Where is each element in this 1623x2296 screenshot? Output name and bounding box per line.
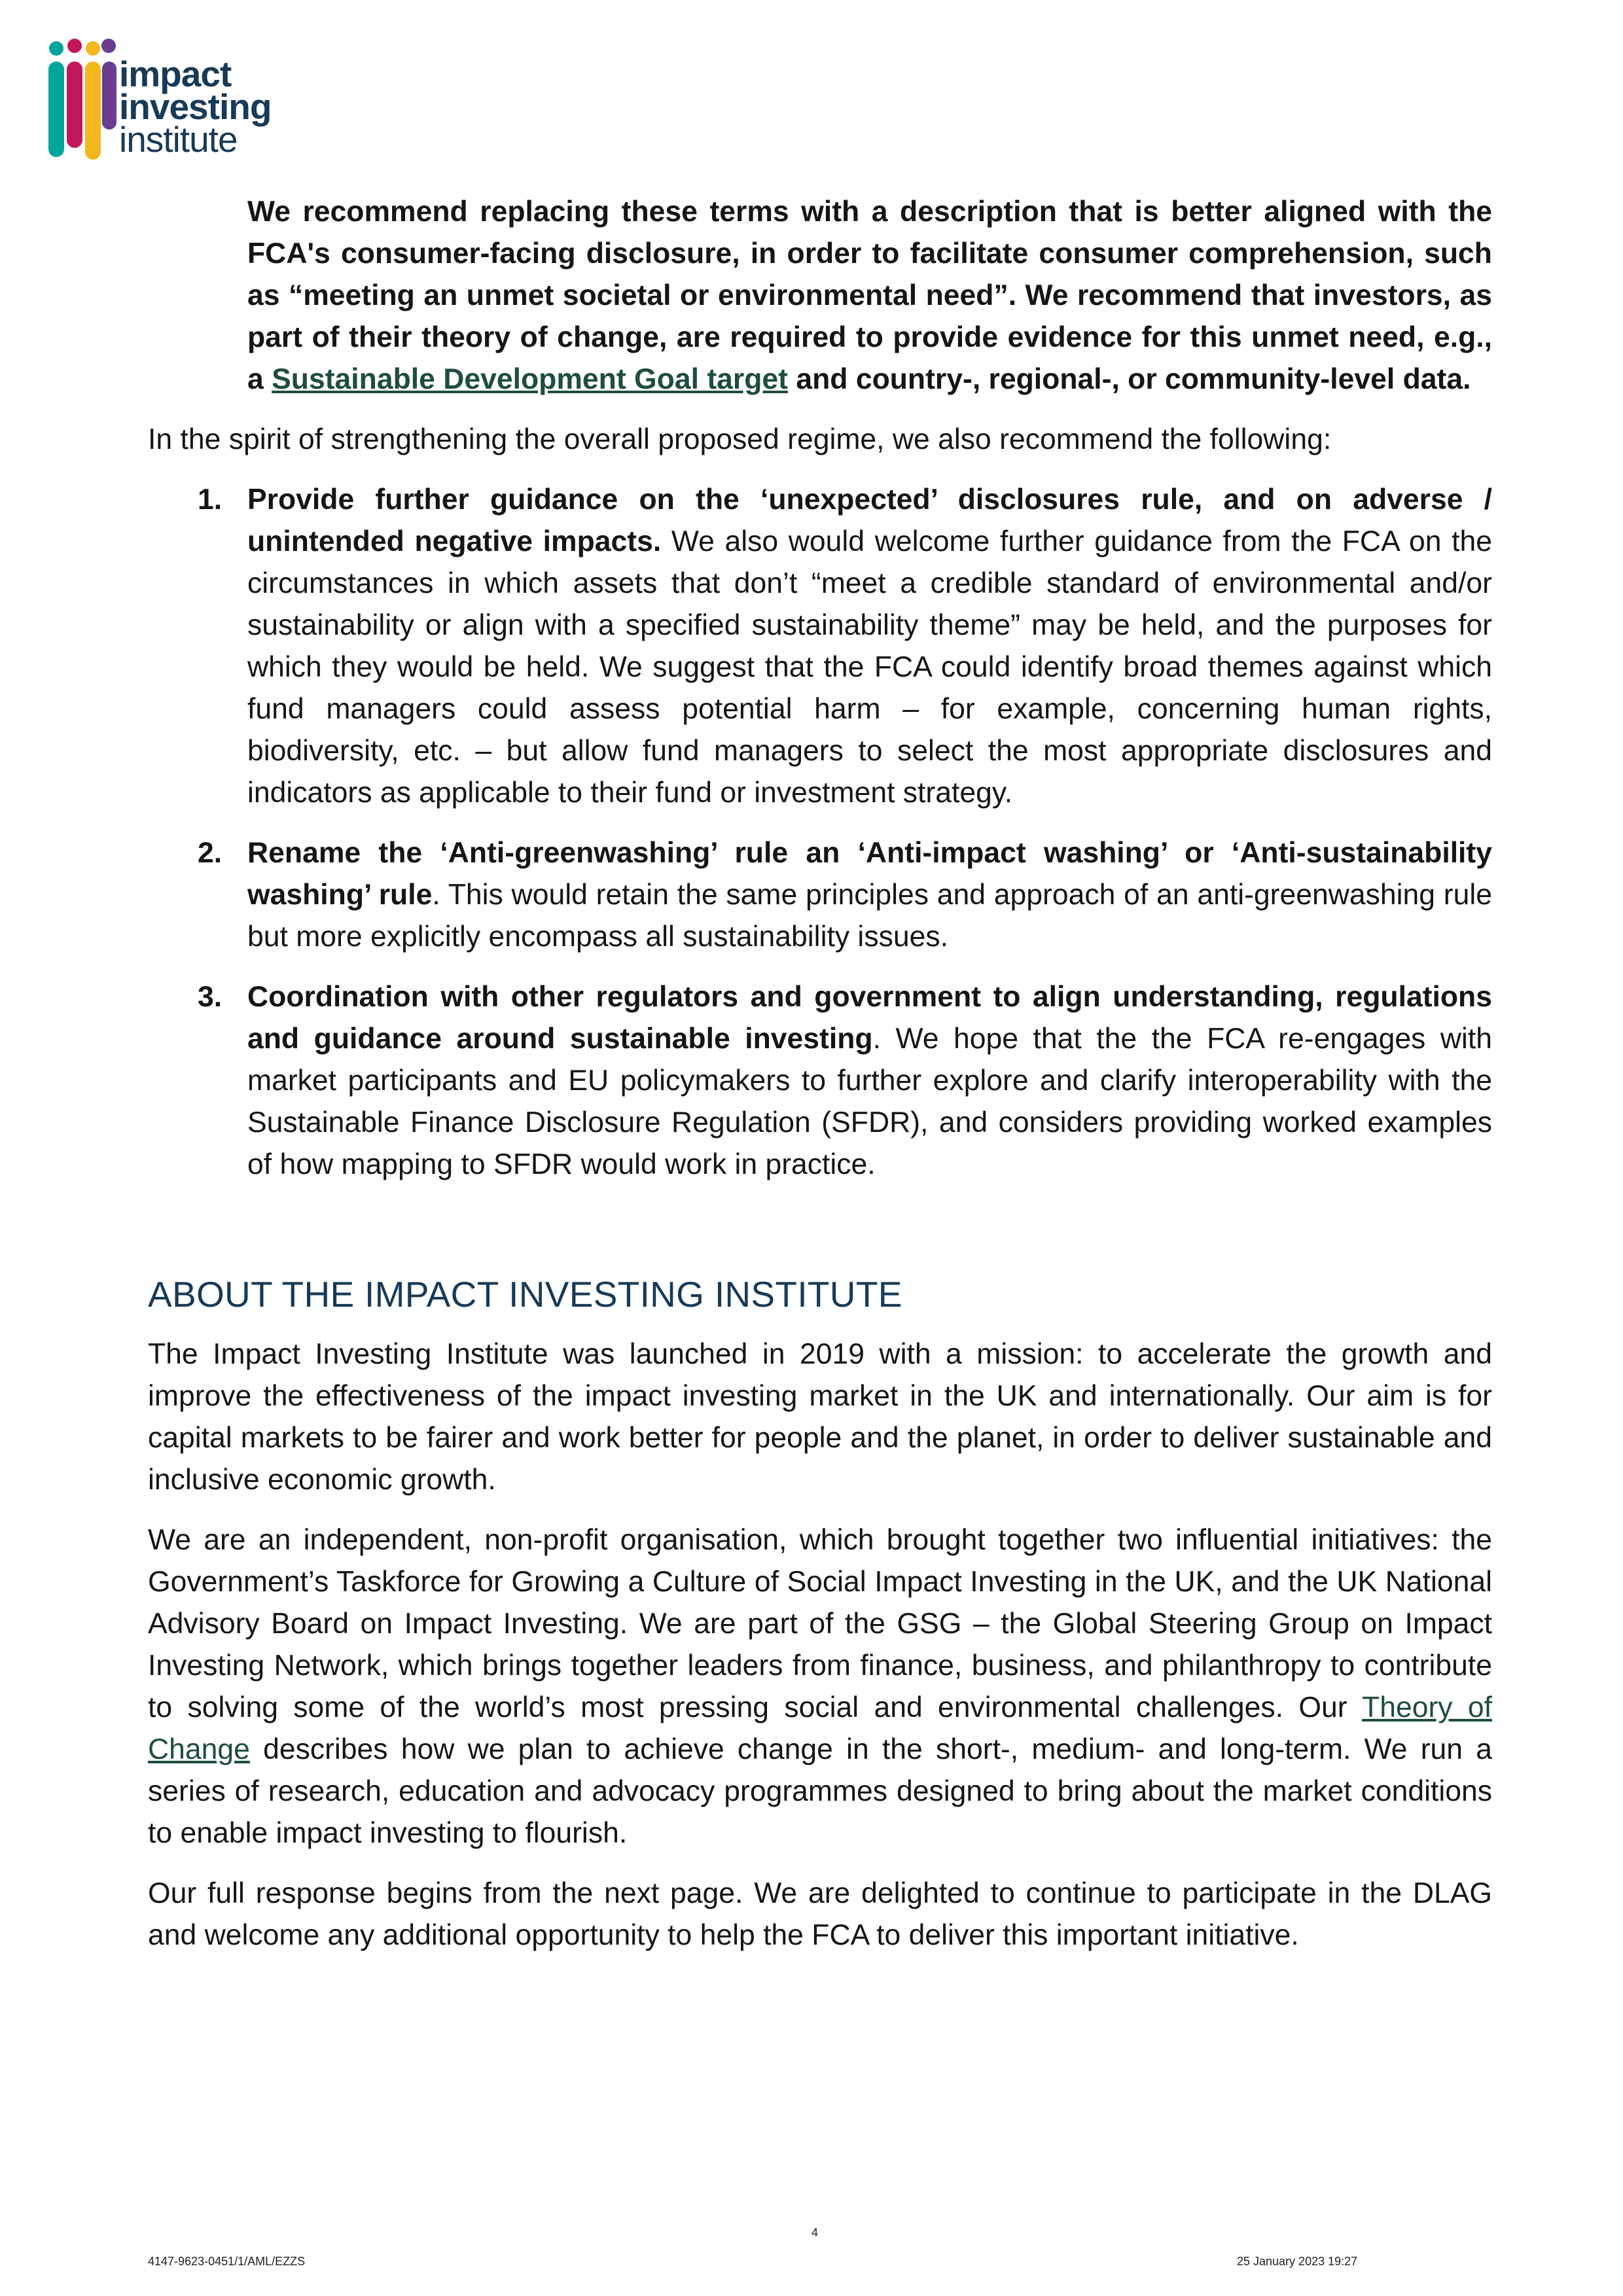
list-item bbox=[148, 479, 1492, 814]
logo bbox=[47, 38, 270, 162]
about-paragraph-3: Our full response begins from the next page. We are delighted to continue to participate in the DLAG and welcome any additional opportunity to help the FCA to deliver this important initiative. bbox=[148, 1877, 1492, 1951]
about-paragraph-1: The Impact Investing Institute was launched in 2019 with a mission: to accelerate the growth and improve the effectiveness of the impact investing market in the UK and internationally. Our aim is for capital markets to be fairer and work better for people and the planet, in order to deliver sustainable and inclusive economic growth. bbox=[148, 1338, 1492, 1496]
list-item-number: 2. bbox=[198, 837, 223, 869]
list-item-number: 1. bbox=[198, 484, 223, 516]
recommendations-list bbox=[148, 479, 1492, 1186]
theory-of-change-link[interactable]: Theory of Change bbox=[148, 1691, 1492, 1765]
about-paragraph-2 bbox=[148, 1519, 1492, 1854]
list-item-heading: Coordination with other regulators and government to align understanding, regulations and guidance around sustainable investing bbox=[247, 981, 1492, 1055]
page-number: 4 bbox=[812, 2226, 819, 2239]
sdg-target-link[interactable]: Sustainable Development Goal target bbox=[272, 363, 788, 395]
about-p2-before: We are an independent, non-profit organisation, which brought together two influential initiatives: the Government’s Taskforce for Growing a Culture of Social Impact Investing in the UK, and the UK National Advisory Board on Impact Investing. We are part of the GSG – the Global Steering Group on Impact Investing Network, which brings together leaders from finance, business, and philanthropy to contribute to solving some of the world’s most pressing social and environmental challenges. Our bbox=[148, 1524, 1492, 1723]
list-item bbox=[148, 832, 1492, 958]
document-reference: 4147-9623-0451/1/AML/EZZS bbox=[148, 2255, 306, 2268]
logo-line-3: institute bbox=[119, 119, 238, 160]
footer-timestamp: 25 January 2023 19:27 bbox=[1237, 2255, 1358, 2268]
list-item-body: . We hope that the the FCA re-engages with market participants and EU policymakers to further explore and clarify interoperability with the Sustainable Finance Disclosure Regulation (SFDR), and considers providing worked examples of how mapping to SFDR would work in practice. bbox=[247, 1023, 1492, 1180]
page-body bbox=[148, 191, 1492, 1975]
logo-line-1: impact bbox=[119, 54, 232, 94]
list-item-body: . This would retain the same principles and approach of an anti-greenwashing rule but more explicitly encompass all sustainability issues. bbox=[247, 879, 1493, 953]
intro-paragraph bbox=[247, 191, 1492, 400]
lead-in-text: In the spirit of strengthening the overall proposed regime, we also recommend the following: bbox=[148, 423, 1332, 455]
list-item-heading: Rename the ‘Anti-greenwashing’ rule an ‘Anti-impact washing’ or ‘Anti-sustainability washing’ rule bbox=[247, 837, 1492, 911]
list-item-number: 3. bbox=[198, 981, 223, 1013]
section-heading: ABOUT THE IMPACT INVESTING INSTITUTE bbox=[148, 1274, 902, 1315]
intro-bold-text: We recommend replacing these terms with a description that is better aligned with the FCA's consumer-facing disclosure, in order to facilitate consumer comprehension, such as “meeting an unmet societal or environmental need”. We recommend that investors, as part of their theory of change, are required to provide evidence for this unmet need, e.g., a bbox=[247, 196, 1492, 395]
about-p2-after: describes how we plan to achieve change in the short-, medium- and long-term. We run a series of research, education and advocacy programmes designed to bring about the market conditions to enable impact investing to flourish. bbox=[148, 1733, 1492, 1849]
logo-line-2: investing bbox=[119, 86, 272, 127]
list-item-body: We also would welcome further guidance from the FCA on the circumstances in which assets that don’t “meet a credible standard of environmental and/or sustainability or align with a specified sustainability theme” may be held, and the purposes for which they would be held. We suggest that the FCA could identify broad themes against which fund managers could assess potential harm – for example, concerning human rights, biodiversity, etc. – but allow fund managers to select the most appropriate disclosures and indicators as applicable to their fund or investment strategy. bbox=[247, 525, 1492, 809]
list-item bbox=[148, 976, 1492, 1186]
logo-wordmark bbox=[119, 54, 272, 160]
intro-bold-tail: and country-, regional-, or community-level data. bbox=[796, 363, 1471, 395]
list-item-heading: Provide further guidance on the ‘unexpected’ disclosures rule, and on adverse / unintended negative impacts. bbox=[247, 484, 1492, 557]
logo-mark-icon bbox=[47, 38, 119, 162]
